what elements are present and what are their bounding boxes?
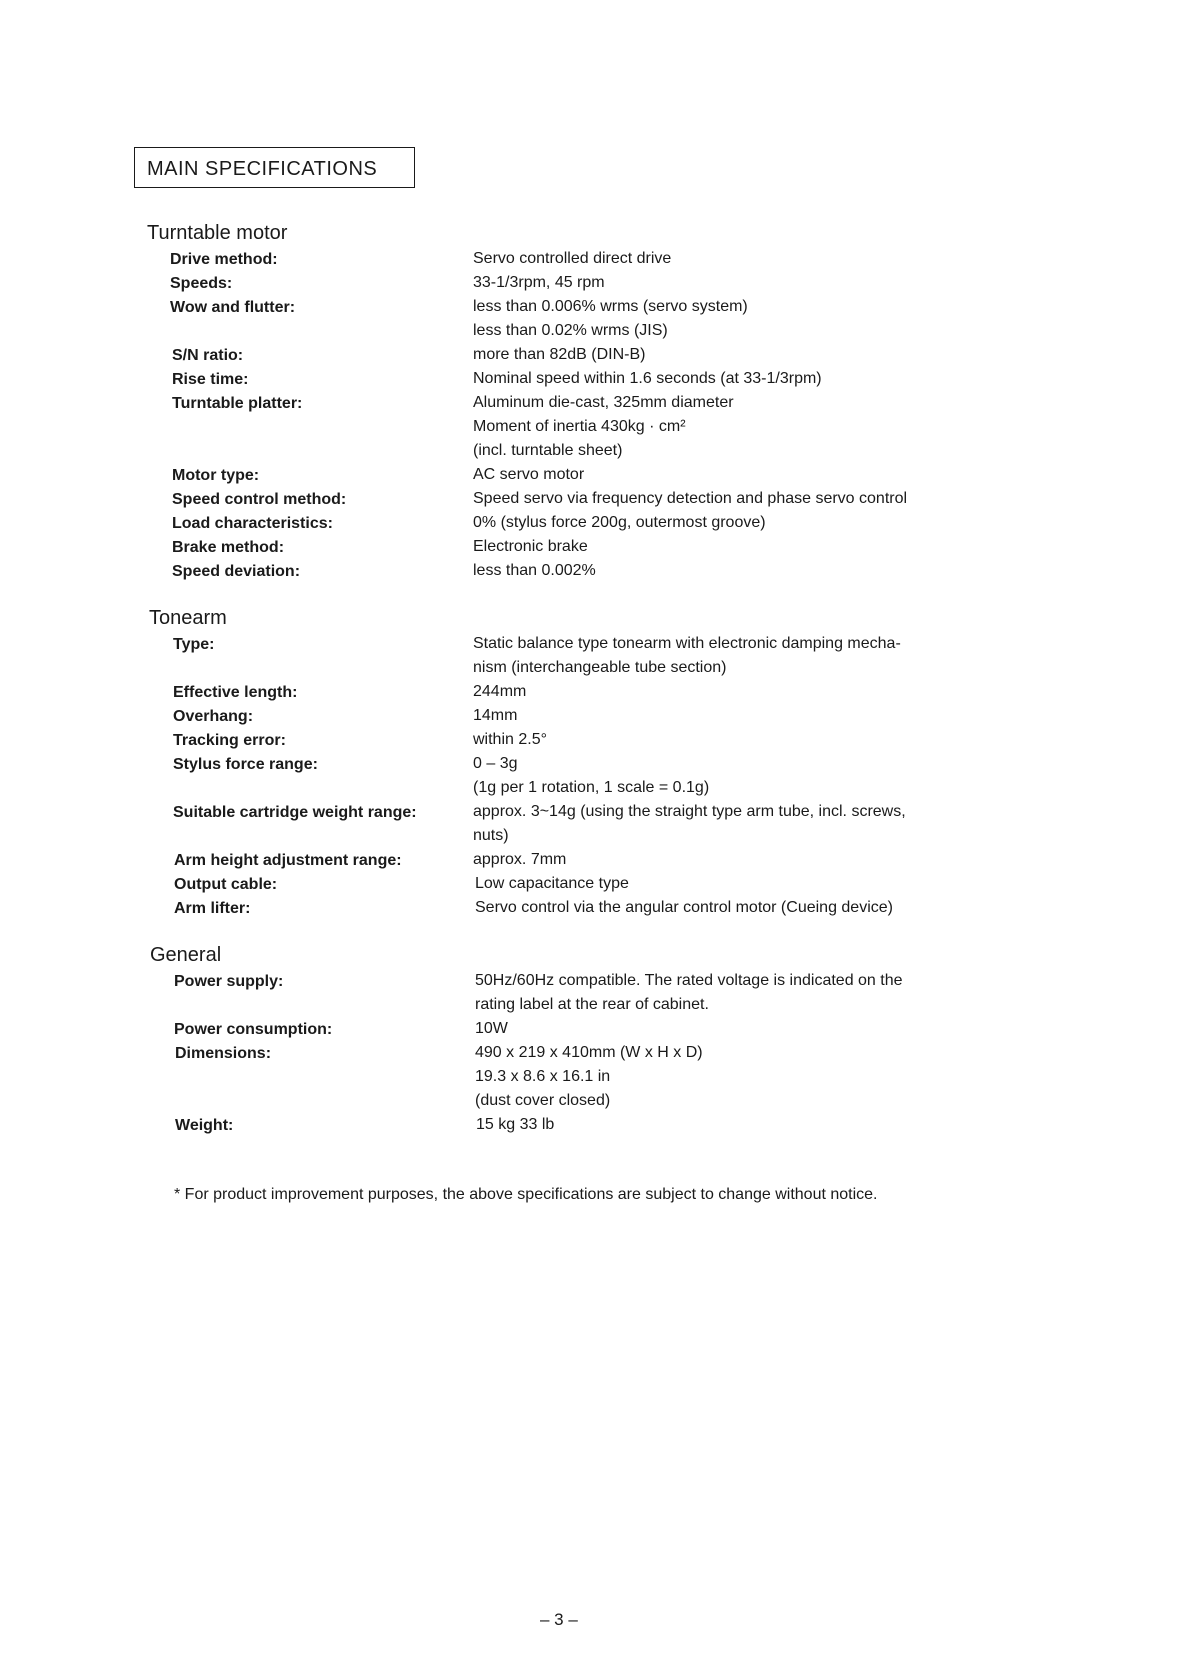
spec-label-type: Type: [173,636,215,653]
spec-value-speed-deviation: less than 0.002% [473,562,596,579]
spec-label-dimensions: Dimensions: [175,1045,272,1062]
spec-value-tracking-error: within 2.5° [473,731,547,748]
spec-label-rise-time: Rise time: [172,371,249,388]
spec-label-wow-and-flutter: Wow and flutter: [170,299,296,316]
spec-value-dimensions-2: 19.3 x 8.6 x 16.1 in [475,1068,611,1085]
spec-value-sn-ratio: more than 82dB (DIN-B) [473,346,646,363]
spec-value-power-consumption: 10W [475,1020,508,1037]
spec-value-turntable-platter: Aluminum die-cast, 325mm diameter [473,394,734,411]
spec-value-power-supply-2: rating label at the rear of cabinet. [475,996,709,1013]
spec-label-arm-height-adjustment-range: Arm height adjustment range: [174,852,402,869]
spec-label-weight: Weight: [175,1117,234,1134]
spec-value-load-characteristics: 0% (stylus force 200g, outermost groove) [473,514,766,531]
spec-label-load-characteristics: Load characteristics: [172,515,333,532]
spec-label-speed-control-method: Speed control method: [172,491,347,508]
spec-label-power-consumption: Power consumption: [174,1021,333,1038]
spec-value-turntable-platter-2: Moment of inertia 430kg · cm² [473,418,686,435]
spec-label-arm-lifter: Arm lifter: [174,900,251,917]
spec-value-motor-type: AC servo motor [473,466,585,483]
spec-value-speed-control-method: Speed servo via frequency detection and phase servo control [473,490,908,507]
spec-value-effective-length: 244mm [473,683,527,700]
spec-value-type-2: nism (interchangeable tube section) [473,659,727,676]
spec-value-wow-and-flutter: less than 0.006% wrms (servo system) [473,298,748,315]
spec-label-drive-method: Drive method: [170,251,278,268]
spec-value-overhang: 14mm [473,707,518,724]
spec-value-brake-method: Electronic brake [473,538,588,555]
section-heading-tonearm: Tonearm [149,607,227,629]
spec-value-wow-and-flutter-2: less than 0.02% wrms (JIS) [473,322,668,339]
section-heading-turntable-motor: Turntable motor [147,222,288,244]
spec-label-suitable-cartridge-weight-range: Suitable cartridge weight range: [173,804,417,821]
page-number: – 3 – [540,1610,578,1629]
spec-value-rise-time: Nominal speed within 1.6 seconds (at 33-1/3rpm) [473,370,822,387]
spec-label-effective-length: Effective length: [173,684,298,701]
spec-value-drive-method: Servo controlled direct drive [473,250,672,267]
page-title: MAIN SPECIFICATIONS [134,147,415,188]
spec-label-turntable-platter: Turntable platter: [172,395,303,412]
section-heading-general: General [150,944,222,966]
spec-label-sn-ratio: S/N ratio: [172,347,244,364]
spec-value-suitable-cartridge-weight-range-2: nuts) [473,827,509,844]
spec-value-type: Static balance type tonearm with electronic damping mecha- [473,635,901,652]
spec-label-brake-method: Brake method: [172,539,285,556]
spec-value-weight: 15 kg 33 lb [476,1116,555,1133]
spec-value-turntable-platter-3: (incl. turntable sheet) [473,442,623,459]
spec-value-speeds: 33-1/3rpm, 45 rpm [473,274,605,291]
spec-value-arm-height-adjustment-range: approx. 7mm [473,851,567,868]
spec-value-suitable-cartridge-weight-range: approx. 3~14g (using the straight type arm tube, incl. screws, [473,803,906,820]
spec-label-stylus-force-range: Stylus force range: [173,756,318,773]
spec-value-stylus-force-range-2: (1g per 1 rotation, 1 scale = 0.1g) [473,779,710,796]
spec-label-output-cable: Output cable: [174,876,278,893]
spec-label-power-supply: Power supply: [174,973,284,990]
spec-value-stylus-force-range: 0 – 3g [473,755,518,772]
spec-value-output-cable: Low capacitance type [475,875,629,892]
spec-label-speeds: Speeds: [170,275,233,292]
spec-label-overhang: Overhang: [173,708,254,725]
spec-label-speed-deviation: Speed deviation: [172,563,301,580]
spec-label-motor-type: Motor type: [172,467,260,484]
spec-value-dimensions: 490 x 219 x 410mm (W x H x D) [475,1044,703,1061]
spec-value-power-supply: 50Hz/60Hz compatible. The rated voltage is indicated on the [475,972,903,989]
spec-value-arm-lifter: Servo control via the angular control motor (Cueing device) [475,899,893,916]
footnote: * For product improvement purposes, the above specifications are subject to change without notice. [174,1186,878,1203]
spec-value-dimensions-3: (dust cover closed) [475,1092,611,1109]
spec-label-tracking-error: Tracking error: [173,732,286,749]
